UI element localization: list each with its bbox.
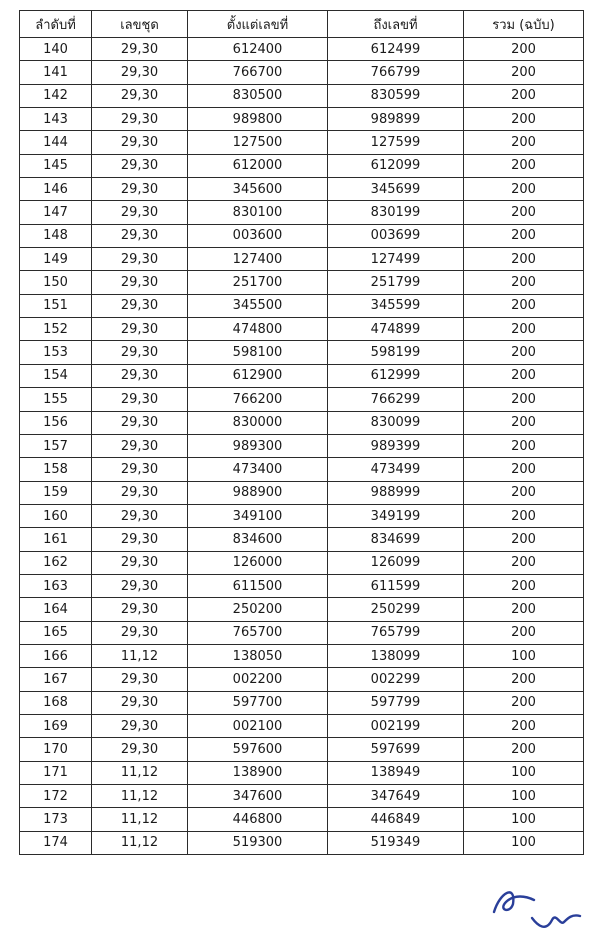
lottery-ticket-table <box>19 10 584 855</box>
cell-total-copies: 200 <box>464 574 584 597</box>
cell-total-copies: 200 <box>464 691 584 714</box>
cell-set-number: 11,12 <box>92 831 188 854</box>
cell-total-copies: 100 <box>464 644 584 667</box>
cell-from-number: 347600 <box>188 785 328 808</box>
cell-from-number: 002100 <box>188 714 328 737</box>
signature-stroke <box>494 892 534 912</box>
cell-from-number: 138050 <box>188 644 328 667</box>
cell-from-number: 002200 <box>188 668 328 691</box>
cell-to-number: 250299 <box>328 598 464 621</box>
cell-to-number: 446849 <box>328 808 464 831</box>
table-row <box>20 668 584 691</box>
cell-sequence: 145 <box>20 154 92 177</box>
cell-to-number: 597799 <box>328 691 464 714</box>
table-row <box>20 434 584 457</box>
cell-sequence: 159 <box>20 481 92 504</box>
cell-set-number: 11,12 <box>92 808 188 831</box>
cell-to-number: 611599 <box>328 574 464 597</box>
cell-from-number: 474800 <box>188 318 328 341</box>
cell-from-number: 830000 <box>188 411 328 434</box>
cell-set-number: 29,30 <box>92 528 188 551</box>
cell-sequence: 160 <box>20 504 92 527</box>
cell-total-copies: 200 <box>464 481 584 504</box>
cell-set-number: 29,30 <box>92 341 188 364</box>
handwritten-signature <box>486 878 586 934</box>
table-row <box>20 294 584 317</box>
cell-sequence: 143 <box>20 108 92 131</box>
cell-from-number: 765700 <box>188 621 328 644</box>
cell-set-number: 29,30 <box>92 131 188 154</box>
cell-from-number: 250200 <box>188 598 328 621</box>
cell-sequence: 141 <box>20 61 92 84</box>
cell-from-number: 138900 <box>188 761 328 784</box>
cell-to-number: 766299 <box>328 388 464 411</box>
cell-total-copies: 200 <box>464 621 584 644</box>
table-row <box>20 318 584 341</box>
cell-total-copies: 200 <box>464 178 584 201</box>
cell-to-number: 597699 <box>328 738 464 761</box>
cell-total-copies: 200 <box>464 434 584 457</box>
cell-total-copies: 200 <box>464 504 584 527</box>
table-row <box>20 224 584 247</box>
cell-set-number: 29,30 <box>92 668 188 691</box>
cell-to-number: 519349 <box>328 831 464 854</box>
cell-to-number: 138949 <box>328 761 464 784</box>
table-row <box>20 84 584 107</box>
cell-set-number: 29,30 <box>92 61 188 84</box>
cell-total-copies: 200 <box>464 201 584 224</box>
cell-sequence: 171 <box>20 761 92 784</box>
table-row <box>20 481 584 504</box>
cell-to-number: 830199 <box>328 201 464 224</box>
cell-total-copies: 200 <box>464 154 584 177</box>
table-row <box>20 154 584 177</box>
cell-from-number: 126000 <box>188 551 328 574</box>
cell-set-number: 29,30 <box>92 294 188 317</box>
cell-to-number: 003699 <box>328 224 464 247</box>
cell-from-number: 830500 <box>188 84 328 107</box>
table-row <box>20 411 584 434</box>
cell-sequence: 172 <box>20 785 92 808</box>
cell-sequence: 150 <box>20 271 92 294</box>
table-row <box>20 621 584 644</box>
table-row <box>20 271 584 294</box>
cell-total-copies: 200 <box>464 411 584 434</box>
cell-sequence: 174 <box>20 831 92 854</box>
cell-from-number: 597600 <box>188 738 328 761</box>
cell-total-copies: 200 <box>464 458 584 481</box>
cell-sequence: 173 <box>20 808 92 831</box>
table-row <box>20 248 584 271</box>
cell-set-number: 29,30 <box>92 481 188 504</box>
cell-set-number: 11,12 <box>92 644 188 667</box>
cell-to-number: 473499 <box>328 458 464 481</box>
cell-set-number: 11,12 <box>92 785 188 808</box>
table-row <box>20 458 584 481</box>
cell-set-number: 29,30 <box>92 318 188 341</box>
cell-to-number: 830099 <box>328 411 464 434</box>
cell-sequence: 153 <box>20 341 92 364</box>
cell-set-number: 29,30 <box>92 201 188 224</box>
table-header-row <box>20 11 584 38</box>
table-row <box>20 761 584 784</box>
table-row <box>20 738 584 761</box>
cell-total-copies: 200 <box>464 738 584 761</box>
cell-total-copies: 200 <box>464 364 584 387</box>
cell-to-number: 345599 <box>328 294 464 317</box>
cell-from-number: 834600 <box>188 528 328 551</box>
cell-to-number: 612999 <box>328 364 464 387</box>
header-sequence: ลำดับที่ <box>20 11 92 38</box>
cell-to-number: 612499 <box>328 38 464 61</box>
cell-to-number: 612099 <box>328 154 464 177</box>
cell-from-number: 345600 <box>188 178 328 201</box>
cell-sequence: 154 <box>20 364 92 387</box>
cell-sequence: 155 <box>20 388 92 411</box>
cell-sequence: 152 <box>20 318 92 341</box>
cell-to-number: 127499 <box>328 248 464 271</box>
cell-set-number: 29,30 <box>92 434 188 457</box>
cell-total-copies: 100 <box>464 808 584 831</box>
cell-sequence: 169 <box>20 714 92 737</box>
cell-set-number: 29,30 <box>92 691 188 714</box>
cell-to-number: 345699 <box>328 178 464 201</box>
cell-set-number: 29,30 <box>92 271 188 294</box>
cell-to-number: 251799 <box>328 271 464 294</box>
cell-total-copies: 200 <box>464 551 584 574</box>
cell-sequence: 157 <box>20 434 92 457</box>
cell-from-number: 446800 <box>188 808 328 831</box>
cell-total-copies: 200 <box>464 224 584 247</box>
cell-to-number: 126099 <box>328 551 464 574</box>
table-row <box>20 598 584 621</box>
cell-total-copies: 100 <box>464 785 584 808</box>
table-row <box>20 131 584 154</box>
cell-set-number: 29,30 <box>92 598 188 621</box>
cell-from-number: 127500 <box>188 131 328 154</box>
table-row <box>20 808 584 831</box>
table-row <box>20 108 584 131</box>
table-row <box>20 785 584 808</box>
cell-sequence: 151 <box>20 294 92 317</box>
table-row <box>20 528 584 551</box>
cell-total-copies: 100 <box>464 761 584 784</box>
cell-to-number: 766799 <box>328 61 464 84</box>
cell-set-number: 29,30 <box>92 504 188 527</box>
cell-from-number: 349100 <box>188 504 328 527</box>
table-row <box>20 691 584 714</box>
cell-total-copies: 200 <box>464 341 584 364</box>
cell-to-number: 765799 <box>328 621 464 644</box>
cell-from-number: 597700 <box>188 691 328 714</box>
header-set-number: เลขชุด <box>92 11 188 38</box>
header-total-copies: รวม (ฉบับ) <box>464 11 584 38</box>
cell-set-number: 29,30 <box>92 224 188 247</box>
header-to-number: ถึงเลขที่ <box>328 11 464 38</box>
document-sheet <box>19 10 583 855</box>
cell-to-number: 127599 <box>328 131 464 154</box>
cell-to-number: 989899 <box>328 108 464 131</box>
header-from-number: ตั้งแต่เลขที่ <box>188 11 328 38</box>
cell-sequence: 164 <box>20 598 92 621</box>
cell-from-number: 989300 <box>188 434 328 457</box>
cell-set-number: 29,30 <box>92 621 188 644</box>
cell-to-number: 349199 <box>328 504 464 527</box>
cell-set-number: 29,30 <box>92 248 188 271</box>
table-row <box>20 388 584 411</box>
cell-total-copies: 200 <box>464 271 584 294</box>
table-row <box>20 341 584 364</box>
table-row <box>20 61 584 84</box>
cell-set-number: 29,30 <box>92 574 188 597</box>
cell-set-number: 29,30 <box>92 154 188 177</box>
cell-set-number: 29,30 <box>92 458 188 481</box>
cell-to-number: 474899 <box>328 318 464 341</box>
cell-from-number: 473400 <box>188 458 328 481</box>
cell-sequence: 140 <box>20 38 92 61</box>
table-row <box>20 178 584 201</box>
cell-to-number: 834699 <box>328 528 464 551</box>
cell-sequence: 165 <box>20 621 92 644</box>
cell-from-number: 830100 <box>188 201 328 224</box>
cell-from-number: 251700 <box>188 271 328 294</box>
cell-to-number: 002199 <box>328 714 464 737</box>
cell-sequence: 147 <box>20 201 92 224</box>
table-row <box>20 551 584 574</box>
cell-set-number: 11,12 <box>92 761 188 784</box>
cell-set-number: 29,30 <box>92 178 188 201</box>
table-row <box>20 644 584 667</box>
signature-stroke <box>532 915 580 926</box>
cell-to-number: 347649 <box>328 785 464 808</box>
cell-sequence: 144 <box>20 131 92 154</box>
cell-to-number: 989399 <box>328 434 464 457</box>
cell-total-copies: 200 <box>464 714 584 737</box>
cell-from-number: 988900 <box>188 481 328 504</box>
cell-sequence: 142 <box>20 84 92 107</box>
cell-sequence: 166 <box>20 644 92 667</box>
cell-total-copies: 200 <box>464 248 584 271</box>
cell-set-number: 29,30 <box>92 38 188 61</box>
cell-set-number: 29,30 <box>92 388 188 411</box>
cell-total-copies: 200 <box>464 528 584 551</box>
cell-set-number: 29,30 <box>92 108 188 131</box>
cell-sequence: 156 <box>20 411 92 434</box>
cell-to-number: 002299 <box>328 668 464 691</box>
cell-set-number: 29,30 <box>92 738 188 761</box>
cell-from-number: 003600 <box>188 224 328 247</box>
cell-to-number: 138099 <box>328 644 464 667</box>
cell-sequence: 162 <box>20 551 92 574</box>
table-row <box>20 714 584 737</box>
cell-sequence: 161 <box>20 528 92 551</box>
cell-sequence: 158 <box>20 458 92 481</box>
cell-from-number: 127400 <box>188 248 328 271</box>
cell-sequence: 168 <box>20 691 92 714</box>
cell-from-number: 519300 <box>188 831 328 854</box>
cell-set-number: 29,30 <box>92 84 188 107</box>
cell-sequence: 167 <box>20 668 92 691</box>
cell-sequence: 170 <box>20 738 92 761</box>
cell-total-copies: 200 <box>464 61 584 84</box>
cell-from-number: 612900 <box>188 364 328 387</box>
table-row <box>20 574 584 597</box>
cell-total-copies: 200 <box>464 108 584 131</box>
cell-to-number: 830599 <box>328 84 464 107</box>
cell-total-copies: 200 <box>464 318 584 341</box>
cell-to-number: 598199 <box>328 341 464 364</box>
cell-from-number: 612400 <box>188 38 328 61</box>
cell-from-number: 766200 <box>188 388 328 411</box>
cell-from-number: 598100 <box>188 341 328 364</box>
cell-sequence: 163 <box>20 574 92 597</box>
table-row <box>20 201 584 224</box>
cell-total-copies: 200 <box>464 388 584 411</box>
cell-to-number: 988999 <box>328 481 464 504</box>
table-row <box>20 831 584 854</box>
cell-sequence: 146 <box>20 178 92 201</box>
cell-sequence: 149 <box>20 248 92 271</box>
cell-from-number: 766700 <box>188 61 328 84</box>
cell-total-copies: 200 <box>464 131 584 154</box>
table-row <box>20 38 584 61</box>
cell-from-number: 612000 <box>188 154 328 177</box>
cell-total-copies: 200 <box>464 84 584 107</box>
cell-from-number: 611500 <box>188 574 328 597</box>
table-row <box>20 364 584 387</box>
table-row <box>20 504 584 527</box>
cell-set-number: 29,30 <box>92 411 188 434</box>
cell-total-copies: 100 <box>464 831 584 854</box>
cell-from-number: 345500 <box>188 294 328 317</box>
cell-total-copies: 200 <box>464 38 584 61</box>
cell-set-number: 29,30 <box>92 364 188 387</box>
cell-total-copies: 200 <box>464 668 584 691</box>
cell-total-copies: 200 <box>464 598 584 621</box>
cell-from-number: 989800 <box>188 108 328 131</box>
cell-set-number: 29,30 <box>92 714 188 737</box>
cell-sequence: 148 <box>20 224 92 247</box>
cell-total-copies: 200 <box>464 294 584 317</box>
cell-set-number: 29,30 <box>92 551 188 574</box>
